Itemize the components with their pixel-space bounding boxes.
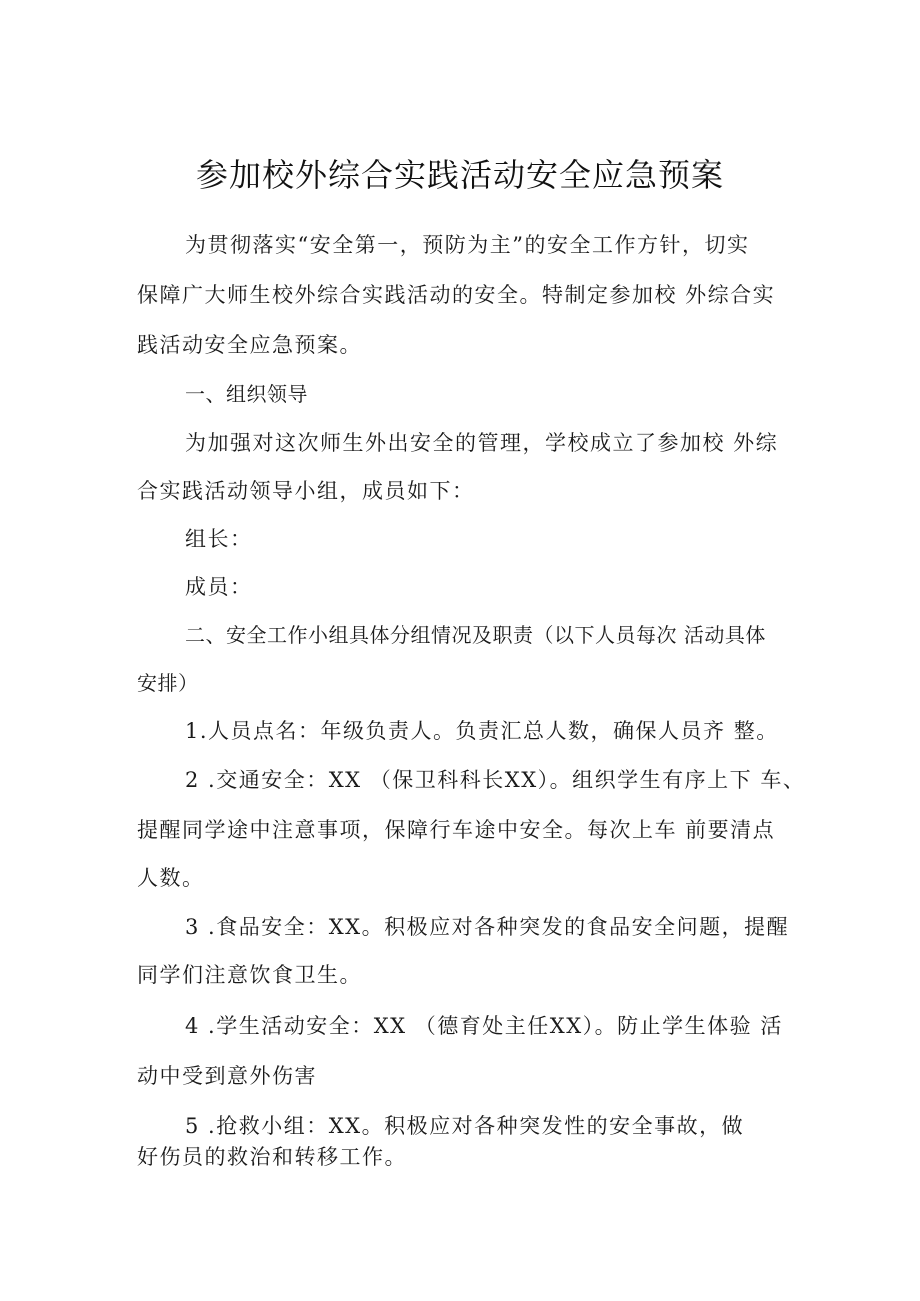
list-item-line: 2 .交通安全：XX （保卫科科长XX）。组织学生有序上下 车、 — [185, 768, 806, 792]
list-item-line: 动中受到意外伤害 — [137, 1064, 317, 1088]
paragraph-line: 合实践活动领导小组，成员如下： — [137, 479, 475, 503]
list-item-line: 提醒同学途中注意事项，保障行车途中安全。每次上车 前要清点 — [137, 818, 776, 842]
section-heading: 安排） — [137, 671, 199, 695]
paragraph-line: 为加强对这次师生外出安全的管理，学校成立了参加校 外综 — [185, 431, 779, 455]
list-item-line: 4 .学生活动安全：XX （德育处主任XX）。防止学生体验 活 — [185, 1014, 783, 1038]
paragraph-line: 保障广大师生校外综合实践活动的安全。特制定参加校 外综合实 — [137, 283, 776, 307]
paragraph-line: 成员： — [185, 575, 253, 599]
list-item-line: 好伤员的救治和转移工作。 — [137, 1145, 407, 1169]
list-item-line: 1.人员点名：年级负责人。负责汇总人数，确保人员齐 整。 — [185, 719, 779, 743]
paragraph-line: 组长： — [185, 527, 253, 551]
list-item-line: 3 .食品安全：XX。积极应对各种突发的食品安全问题，提醒 — [185, 915, 790, 939]
list-item-line: 人数。 — [137, 866, 205, 890]
section-heading: 一、组织领导 — [185, 382, 308, 406]
list-item-line: 同学们注意饮食卫生。 — [137, 963, 362, 987]
paragraph-line: 为贯彻落实“安全第一，预防为主”的安全工作方针，切实 — [185, 233, 750, 257]
list-item-line: 5 .抢救小组：XX。积极应对各种突发性的安全事故，做 — [185, 1114, 745, 1138]
document-title: 参加校外综合实践活动安全应急预案 — [195, 156, 724, 194]
paragraph-line: 践活动安全应急预案。 — [137, 333, 362, 357]
section-heading: 二、安全工作小组具体分组情况及职责（以下人员每次 活动具体 — [185, 623, 766, 647]
